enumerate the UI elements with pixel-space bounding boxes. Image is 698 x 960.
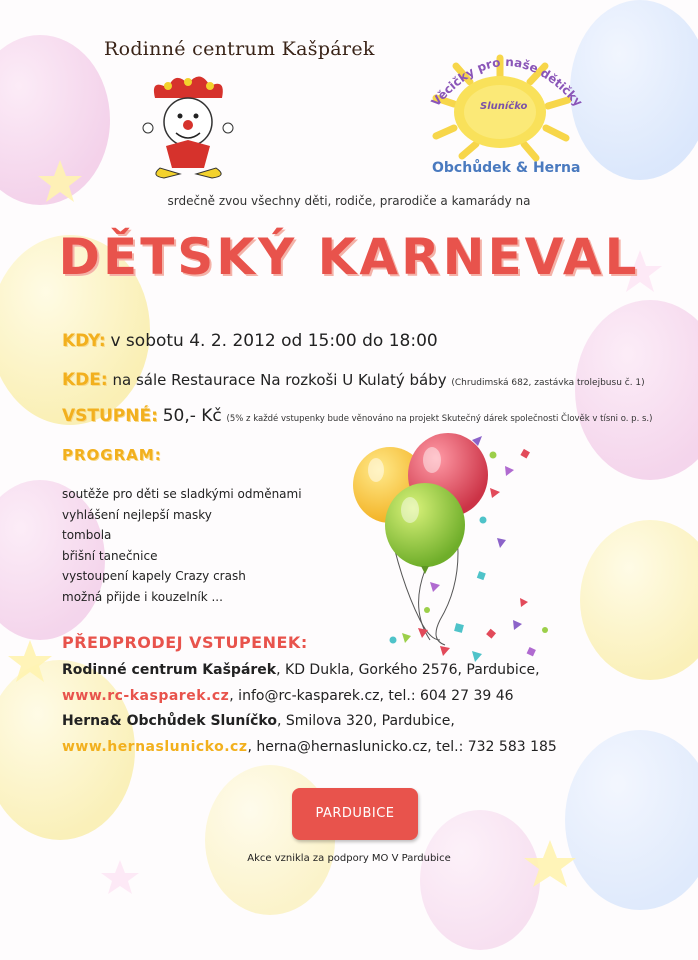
- entry-value: 50,- Kč: [162, 406, 222, 426]
- list-item: možná přijde i kouzelník ...: [62, 589, 223, 604]
- list-item: vystoupení kapely Crazy crash: [62, 569, 246, 584]
- when-value: v sobotu 4. 2. 2012 od 15:00 do 18:00: [110, 331, 438, 351]
- list-item: břišní tanečnice: [62, 548, 158, 563]
- entry-note: (5% z každé vstupenky bude věnováno na projekt Skutečný dárek společnosti Člověk v tísni o. p. s.): [226, 414, 653, 424]
- program-heading: PROGRAM:: [62, 446, 162, 464]
- bg-balloon: [420, 810, 540, 950]
- invite-text: srdečně zvou všechny děti, rodiče, prarodiče a kamarády na: [167, 194, 531, 208]
- balloons-illustration: [353, 433, 548, 662]
- page-title: DĚTSKÝ KARNEVAL: [58, 228, 640, 286]
- place2-web-link[interactable]: www.hernaslunicko.cz: [62, 739, 248, 755]
- footer-text: Akce vznikla za podpory MO V Pardubice: [247, 853, 451, 864]
- list-item: tombola: [62, 528, 112, 543]
- star-icon: [101, 860, 139, 894]
- bg-balloon: [565, 730, 698, 910]
- sun-arc-text: [426, 32, 586, 112]
- pardubice-logo: PARDUBICE: [292, 788, 418, 840]
- place2-name: Herna& Obchůdek Sluníčko: [62, 713, 277, 729]
- bg-balloon: [575, 300, 698, 480]
- clown-logo: [143, 76, 233, 178]
- presale-heading: PŘEDPRODEJ VSTUPENEK:: [62, 633, 308, 652]
- place2-contact: , herna@hernaslunicko.cz, tel.: 732 583 185: [247, 739, 557, 755]
- where-note: (Chrudimská 682, zastávka trolejbusu č. 1): [451, 378, 645, 388]
- place2-address: , Smilova 320, Pardubice,: [276, 713, 455, 729]
- list-item: soutěže pro děti se sladkými odměnami: [62, 487, 302, 501]
- program-list: [62, 484, 302, 608]
- place1-name: Rodinné centrum Kašpárek: [62, 662, 277, 678]
- org-name: Rodinné centrum Kašpárek: [104, 38, 375, 60]
- svg-text:Věcičky pro naše dětičky: Věcičky pro naše dětičky: [428, 54, 586, 110]
- where-label: KDE:: [62, 370, 108, 390]
- when-label: KDY:: [62, 331, 106, 351]
- entry-row: [62, 406, 652, 426]
- presale-place1-contact: [62, 688, 514, 704]
- bg-balloon: [570, 0, 698, 180]
- presale-place2: [62, 713, 455, 729]
- entry-label: VSTUPNÉ:: [62, 406, 158, 426]
- place1-web-link[interactable]: www.rc-kasparek.cz: [62, 688, 230, 704]
- presale-place1: [62, 662, 540, 678]
- sun-center-text: Sluníčko: [480, 101, 528, 112]
- list-item: vyhlášení nejlepší masky: [62, 507, 212, 522]
- place1-address: , KD Dukla, Gorkého 2576, Pardubice,: [276, 662, 540, 678]
- shop-name: Obchůdek & Herna: [432, 160, 581, 176]
- where-value: na sále Restaurace Na rozkoši U Kulatý báby: [112, 371, 447, 389]
- bg-balloon: [580, 520, 698, 680]
- presale-place2-contact: [62, 739, 557, 755]
- when-row: [62, 331, 438, 351]
- place1-contact: , info@rc-kasparek.cz, tel.: 604 27 39 46: [229, 688, 514, 704]
- where-row: [62, 370, 645, 390]
